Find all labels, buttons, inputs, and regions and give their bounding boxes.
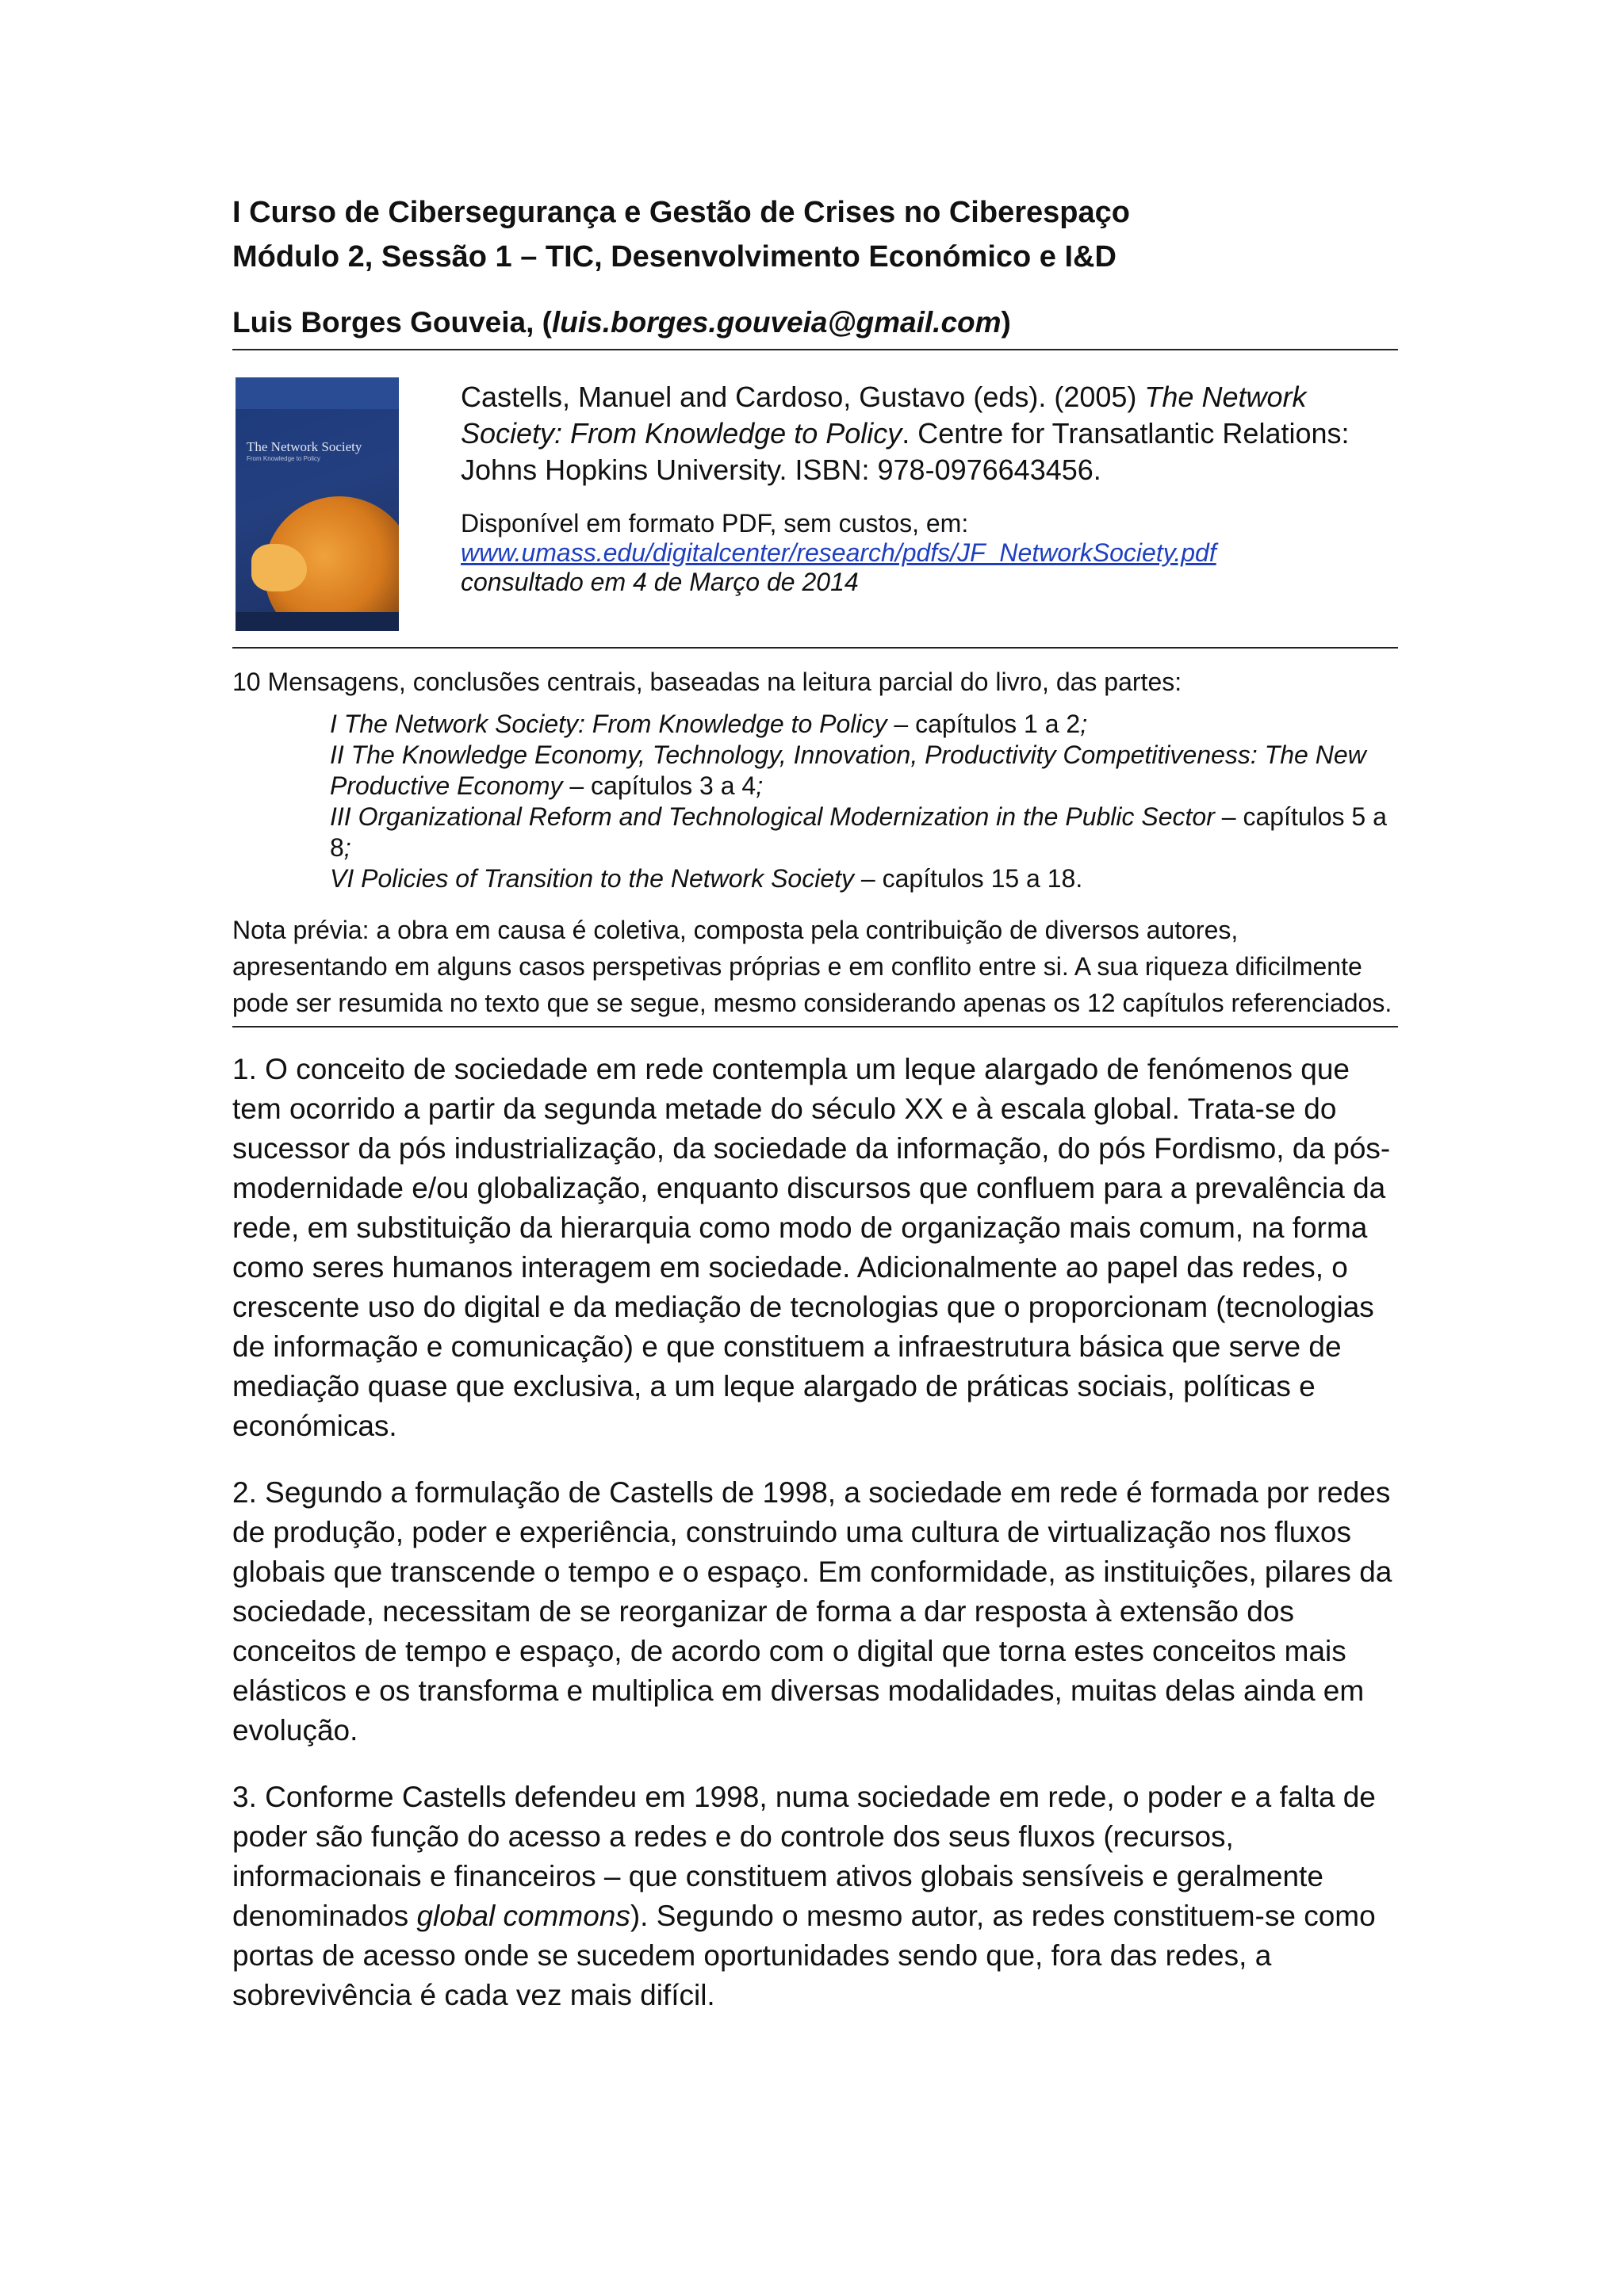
- parts-list: [330, 709, 1398, 894]
- title-line-2: Módulo 2, Sessão 1 – TIC, Desenvolvimento Económico e I&D: [232, 240, 1116, 274]
- document-title: [232, 190, 1398, 279]
- preliminary-note: Nota prévia: a obra em causa é coletiva, composta pela contribuição de diversos autores, apresentando em alguns casos perspetivas próprias e em conflito entre si. A sua riqueza dificilmente pode ser resumida no texto que se segue, mesmo considerando apenas os 12 capítulos referenciados.: [232, 916, 1392, 1017]
- divider-book: [232, 647, 1398, 649]
- book-cover-image: [236, 377, 399, 631]
- author-close: ): [1001, 306, 1011, 339]
- list-item: II The Knowledge Economy, Technology, Innovation, Productivity Competitiveness: The New Productive Economy – capítulos 3 a 4;: [330, 740, 1366, 800]
- book-reference: [232, 350, 1398, 647]
- author-email: luis.borges.gouveia@gmail.com: [551, 306, 1002, 339]
- global-commons-term: global commons: [416, 1900, 630, 1932]
- title-line-1: I Curso de Cibersegurança e Gestão de Crises no Ciberespaço: [232, 196, 1130, 229]
- book-citation: Castells, Manuel and Cardoso, Gustavo (eds). (2005) The Network Society: From Knowledge to Policy. Centre for Transatlantic Relations: Johns Hopkins University. ISBN: 978-0976643456.: [461, 381, 1350, 486]
- paragraph-3: 3. Conforme Castells defendeu em 1998, numa sociedade em rede, o poder e a falta de poder são função do acesso a redes e do controle dos seus fluxos (recursos, informacionais e financeiros – que constituem ativos globais sensíveis e geralmente denominados global commons). Segundo o mesmo autor, as redes constituem-se como portas de acesso onde se sucedem oportunidades sendo que, fora das redes, a sobrevivência é cada vez mais difícil.: [232, 1781, 1376, 2011]
- book-title: The Network Society: From Knowledge to Policy: [461, 381, 1307, 450]
- pdf-link[interactable]: www.umass.edu/digitalcenter/research/pdfs/JF_NetworkSociety.pdf: [461, 538, 1216, 567]
- availability-text: Disponível em formato PDF, sem custos, em:: [461, 509, 969, 538]
- consulted-date: consultado em 4 de Março de 2014: [461, 568, 859, 596]
- author-line: [232, 303, 1398, 342]
- cover-title: The Network Society: [247, 439, 362, 454]
- paragraph-2: 2. Segundo a formulação de Castells de 1998, a sociedade em rede é formada por redes de produção, poder e experiência, construindo uma cultura de virtualização nos fluxos globais que transcende o tempo e o espaço. Em conformidade, as instituições, pilares da sociedade, necessitam de se reorganizar de forma a dar resposta à extensão dos conceitos de tempo e espaço, de acordo com o digital que torna estes conceitos mais elásticos e os transforma e multiplica em diversas modalidades, muitas delas ainda em evolução.: [232, 1476, 1392, 1747]
- list-item: III Organizational Reform and Technological Modernization in the Public Sector – capítulos 5 a 8;: [330, 802, 1387, 862]
- list-item: VI Policies of Transition to the Network Society – capítulos 15 a 18.: [330, 864, 1083, 893]
- paragraph-1: 1. O conceito de sociedade em rede contempla um leque alargado de fenómenos que tem ocorrido a partir da segunda metade do século XX e à escala global. Trata-se do sucessor da pós industrialização, da sociedade da informação, do pós Fordismo, da pós-modernidade e/ou globalização, enquanto discursos que confluem para a prevalência da rede, em substituição da hierarquia como modo de organização mais comum, na forma como seres humanos interagem em sociedade. Adicionalmente ao papel das redes, o crescente uso do digital e da mediação de tecnologias que o proporcionam (tecnologias de informação e comunicação) e que constituem a infraestrutura básica que serve de mediação quase que exclusiva, a um leque alargado de práticas sociais, políticas e económicas.: [232, 1053, 1391, 1442]
- author-name: Luis Borges Gouveia, (: [232, 306, 552, 339]
- cover-subtitle: From Knowledge to Policy: [247, 455, 320, 462]
- divider-note: [232, 1026, 1398, 1027]
- document-content: [232, 190, 1398, 2015]
- intro-text: 10 Mensagens, conclusões centrais, baseadas na leitura parcial do livro, das partes:: [232, 668, 1182, 696]
- list-item: I The Network Society: From Knowledge to Policy – capítulos 1 a 2;: [330, 710, 1088, 738]
- availability-info: [461, 509, 1388, 597]
